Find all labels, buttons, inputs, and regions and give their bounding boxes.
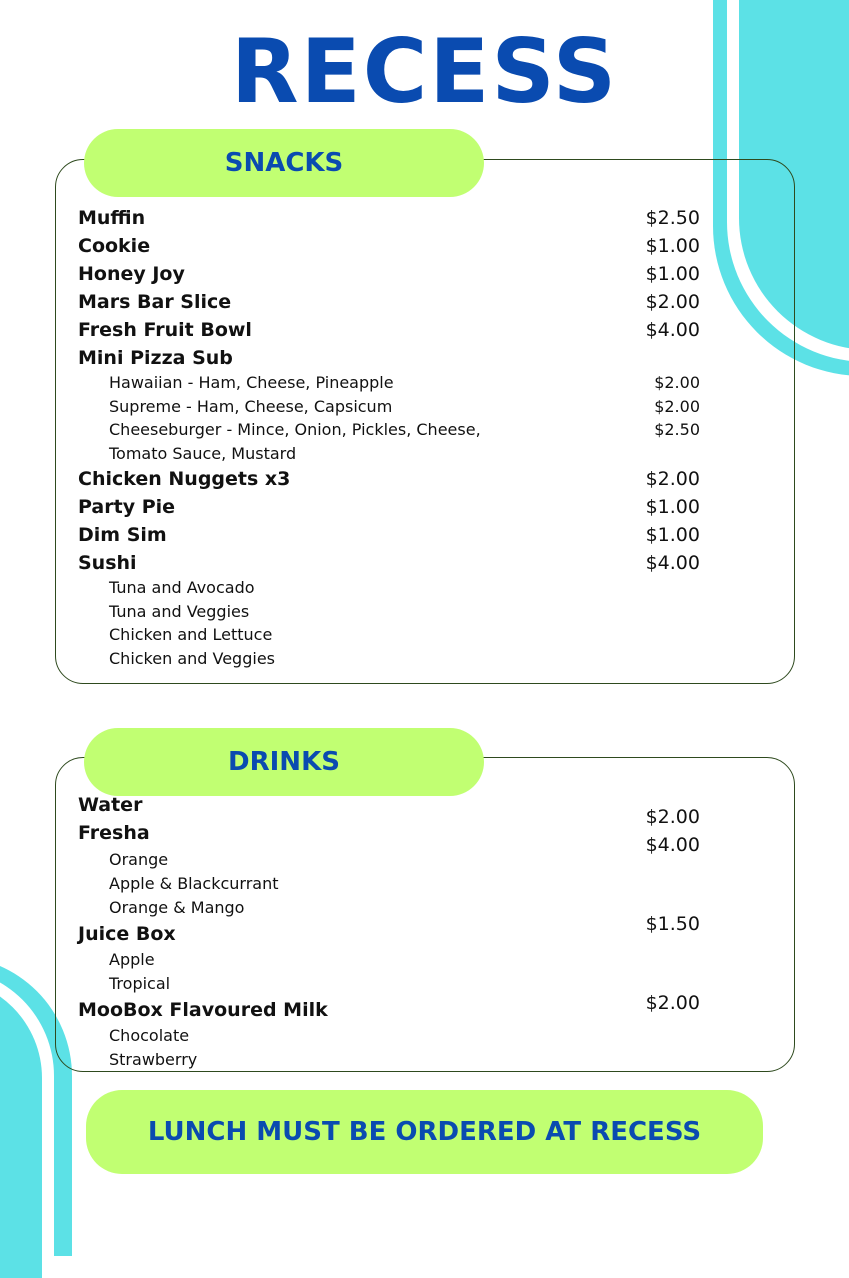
item-name: Mars Bar Slice <box>78 291 232 313</box>
option-name: Tropical <box>109 974 171 993</box>
item-name: Party Pie <box>78 496 176 518</box>
menu-item <box>0 232 849 260</box>
page-title: RECESS <box>230 20 619 123</box>
item-price: $1.00 <box>645 496 700 518</box>
item-price: $1.00 <box>645 524 700 546</box>
item-name: Sushi <box>78 552 137 574</box>
option-name: Tomato Sauce, Mustard <box>109 444 297 463</box>
item-name: Chicken Nuggets x3 <box>78 468 291 490</box>
item-name: Dim Sim <box>78 524 167 546</box>
menu-item <box>0 920 849 948</box>
item-price: $2.00 <box>645 468 700 490</box>
item-price: $1.50 <box>645 913 700 935</box>
item-price: $4.00 <box>645 552 700 574</box>
menu-item <box>0 204 849 232</box>
item-name: Mini Pizza Sub <box>78 347 233 369</box>
option-name: Cheeseburger - Mince, Onion, Pickles, Cheese, <box>109 420 481 439</box>
item-price: $2.00 <box>645 806 700 828</box>
option-row <box>0 1048 849 1076</box>
item-name: Cookie <box>78 235 151 257</box>
option-price: $2.00 <box>654 373 700 392</box>
menu-item <box>0 260 849 288</box>
option-name: Orange <box>109 850 169 869</box>
option-name: Tuna and Avocado <box>109 578 255 597</box>
option-name: Apple <box>109 950 155 969</box>
item-price: $4.00 <box>645 834 700 856</box>
option-name: Chicken and Lettuce <box>109 625 273 644</box>
item-price: $4.00 <box>645 319 700 341</box>
menu-item <box>0 344 849 372</box>
item-name: Honey Joy <box>78 263 185 285</box>
option-row <box>0 647 849 675</box>
snacks-heading: SNACKS <box>84 129 484 197</box>
item-price: $1.00 <box>645 263 700 285</box>
item-price: $2.50 <box>645 207 700 229</box>
item-price: $1.00 <box>645 235 700 257</box>
drinks-heading: DRINKS <box>84 728 484 796</box>
item-name: Muffin <box>78 207 146 229</box>
menu-item <box>0 549 849 577</box>
item-name: Juice Box <box>78 923 176 945</box>
menu-item <box>0 465 849 493</box>
option-name: Hawaiian - Ham, Cheese, Pineapple <box>109 373 394 392</box>
option-name: Tuna and Veggies <box>109 602 250 621</box>
option-name: Apple & Blackcurrant <box>109 874 279 893</box>
item-name: MooBox Flavoured Milk <box>78 999 328 1021</box>
item-price: $2.00 <box>645 992 700 1014</box>
item-name: Fresha <box>78 822 150 844</box>
item-price: $2.00 <box>645 291 700 313</box>
option-name: Chocolate <box>109 1026 190 1045</box>
option-price: $2.00 <box>654 397 700 416</box>
option-name: Strawberry <box>109 1050 198 1069</box>
menu-item <box>0 288 849 316</box>
menu-item <box>0 521 849 549</box>
option-name: Supreme - Ham, Cheese, Capsicum <box>109 397 393 416</box>
menu-item <box>0 316 849 344</box>
item-name: Fresh Fruit Bowl <box>78 319 252 341</box>
option-name: Chicken and Veggies <box>109 649 275 668</box>
option-price: $2.50 <box>654 420 700 439</box>
option-name: Orange & Mango <box>109 898 245 917</box>
menu-item <box>0 996 849 1024</box>
footer-banner: LUNCH MUST BE ORDERED AT RECESS <box>86 1090 763 1174</box>
item-name: Water <box>78 794 143 816</box>
menu-item <box>0 493 849 521</box>
